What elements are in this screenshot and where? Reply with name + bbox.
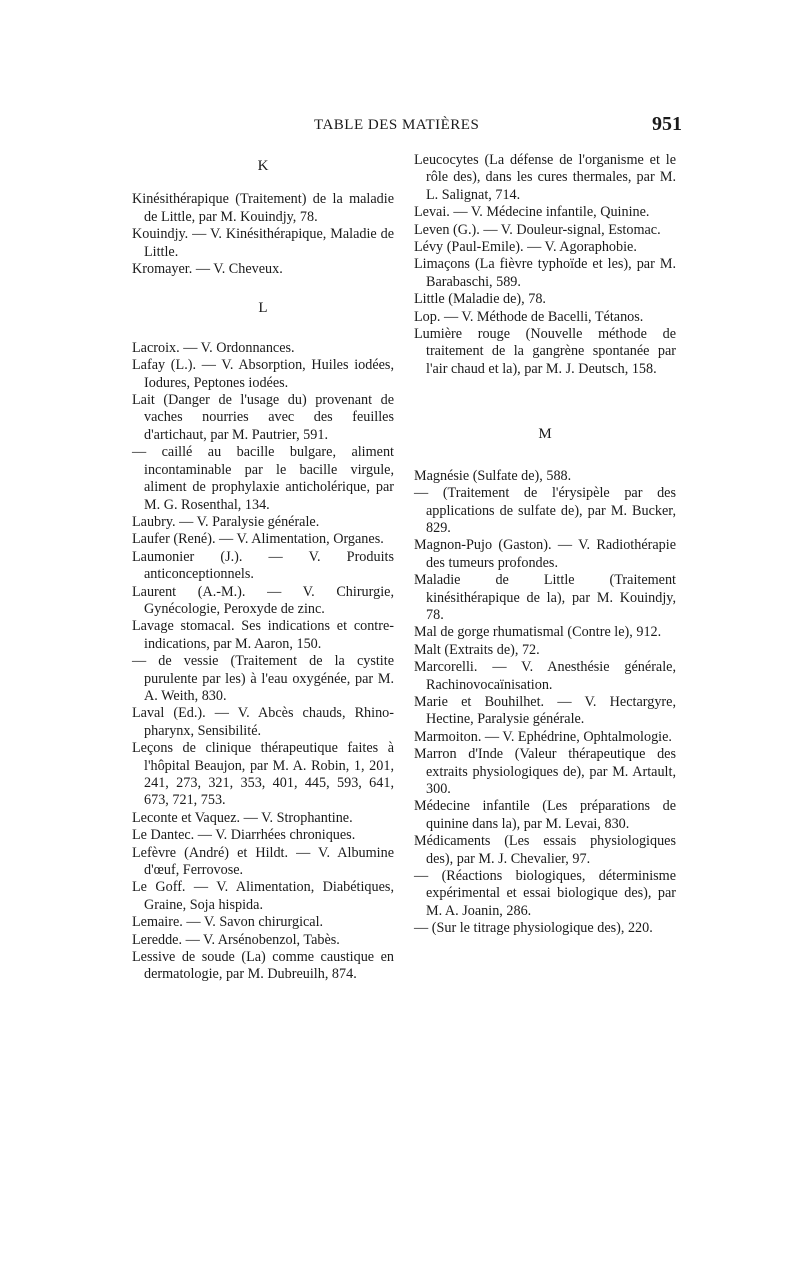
index-entry: Laurent (A.-M.). — V. Chirurgie, Gynécologie, Peroxyde de zinc. [132, 583, 394, 617]
index-entry: Laubry. — V. Paralysie générale. [132, 513, 320, 530]
index-entry: Le Goff. — V. Alimentation, Diabétiques, Graine, Soja hispida. [132, 879, 394, 913]
section-letter-m: M [538, 426, 552, 443]
index-entry: Lemaire. — V. Savon chirurgical. [132, 914, 324, 931]
index-entry: Marie et Bouhilhet. — V. Hectargyre, Hectine, Paralysie générale. [414, 693, 676, 728]
index-entry: Leven (G.). — V. Douleur-signal, Estomac. [414, 221, 661, 238]
index-entry: Kinésithérapique (Traitement) de la maladie de Little, par M. Kouindjy, 78. [132, 191, 394, 225]
index-entry: Kouindjy. — V. Kinésithérapique, Maladie de Little. [132, 226, 394, 260]
index-entry: Lumière rouge (Nouvelle méthode de traitement de la gangrène spontanée par l'air chaud et la), par M. J. Deutsch, 158. [414, 326, 676, 377]
index-entry: Médecine infantile (Les préparations de quinine dans la), par M. Levai, 830. [414, 798, 676, 832]
index-entry: — (Sur le titrage physiologique des), 220. [414, 920, 653, 937]
right-column [414, 152, 676, 938]
index-entry: Marmoiton. — V. Ephédrine, Ophtalmologie. [414, 728, 672, 745]
index-entry: — caillé au bacille bulgare, aliment incontaminable par le bacille virgule, aliment de prophylaxie anticholérique, par M. G. Rosenthal, 134. [132, 444, 394, 513]
index-entry: Lefèvre (André) et Hildt. — V. Albumine d'œuf, Ferrovose. [132, 844, 394, 879]
section-letter-l: L [258, 300, 268, 317]
index-entry: Marron d'Inde (Valeur thérapeutique des extraits physiologiques de), par M. Artault, 300. [414, 746, 676, 797]
index-entry: Magnésie (Sulfate de), 588. [414, 467, 572, 484]
index-entry: Malt (Extraits de), 72. [414, 641, 540, 658]
page-number: 951 [652, 113, 682, 135]
index-entry: Leucocytes (La défense de l'organisme et le rôle des), dans les cures thermales, par M. L. Salignat, 714. [414, 152, 676, 203]
index-entry: Lacroix. — V. Ordonnances. [132, 339, 295, 356]
index-entry: Mal de gorge rhumatismal (Contre le), 912. [414, 624, 662, 641]
page-title: TABLE DES MATIÈRES [314, 117, 480, 133]
page-header [124, 113, 684, 141]
index-entry: Levai. — V. Médecine infantile, Quinine. [414, 204, 650, 221]
index-entry: Laufer (René). — V. Alimentation, Organes. [132, 531, 384, 548]
index-entry: Magnon-Pujo (Gaston). — V. Radiothérapie des tumeurs profondes. [414, 537, 676, 571]
index-entry: Maladie de Little (Traitement kinésithérapique de la), par M. Kouindjy, 78. [414, 572, 676, 623]
index-entry: Lavage stomacal. Ses indications et contre-indications, par M. Aaron, 150. [132, 618, 394, 652]
left-column [132, 152, 394, 984]
index-entry: — de vessie (Traitement de la cystite purulente par les) à l'eau oxygénée, par M. A. Weith, 830. [132, 653, 394, 704]
index-entry: Leçons de clinique thérapeutique faites à l'hôpital Beaujon, par M. A. Robin, 1, 201, 241, 273, 321, 353, 401, 445, 593, 641, 673, 721, 753. [132, 740, 394, 809]
index-entry: Laval (Ed.). — V. Abcès chauds, Rhino-pharynx, Sensibilité. [132, 705, 394, 739]
index-entry: Limaçons (La fièvre typhoïde et les), par M. Barabaschi, 589. [414, 256, 676, 290]
index-entry: — (Traitement de l'érysipèle par des applications de sulfate de), par M. Bucker, 829. [414, 485, 676, 536]
index-entry: Leredde. — V. Arsénobenzol, Tabès. [132, 931, 340, 948]
index-entry: Marcorelli. — V. Anesthésie générale, Rachinovocaïnisation. [414, 659, 676, 693]
index-entry: Lévy (Paul-Emile). — V. Agoraphobie. [414, 239, 637, 256]
section-letter-k: K [257, 158, 269, 174]
index-entry: Médicaments (Les essais physiologiques des), par M. J. Chevalier, 97. [414, 833, 676, 867]
index-entry: Lafay (L.). — V. Absorption, Huiles iodées, Iodures, Peptones iodées. [132, 357, 394, 391]
index-entry: Le Dantec. — V. Diarrhées chroniques. [132, 827, 356, 844]
index-entry: Lait (Danger de l'usage du) provenant de vaches nourries avec des feuilles d'artichaut, par M. Pautrier, 591. [132, 392, 394, 443]
index-entry: — (Réactions biologiques, déterminisme expérimental et essai biologique des), par M. A. Joanin, 286. [414, 868, 676, 919]
index-entry: Lop. — V. Méthode de Bacelli, Tétanos. [414, 308, 644, 325]
index-entry: Lessive de soude (La) comme caustique en dermatologie, par M. Dubreuilh, 874. [132, 949, 394, 983]
index-entry: Kromayer. — V. Cheveux. [132, 261, 283, 278]
index-entry: Little (Maladie de), 78. [414, 291, 546, 308]
index-entry: Leconte et Vaquez. — V. Strophantine. [132, 809, 353, 826]
index-entry: Laumonier (J.). — V. Produits anticonceptionnels. [132, 548, 394, 583]
